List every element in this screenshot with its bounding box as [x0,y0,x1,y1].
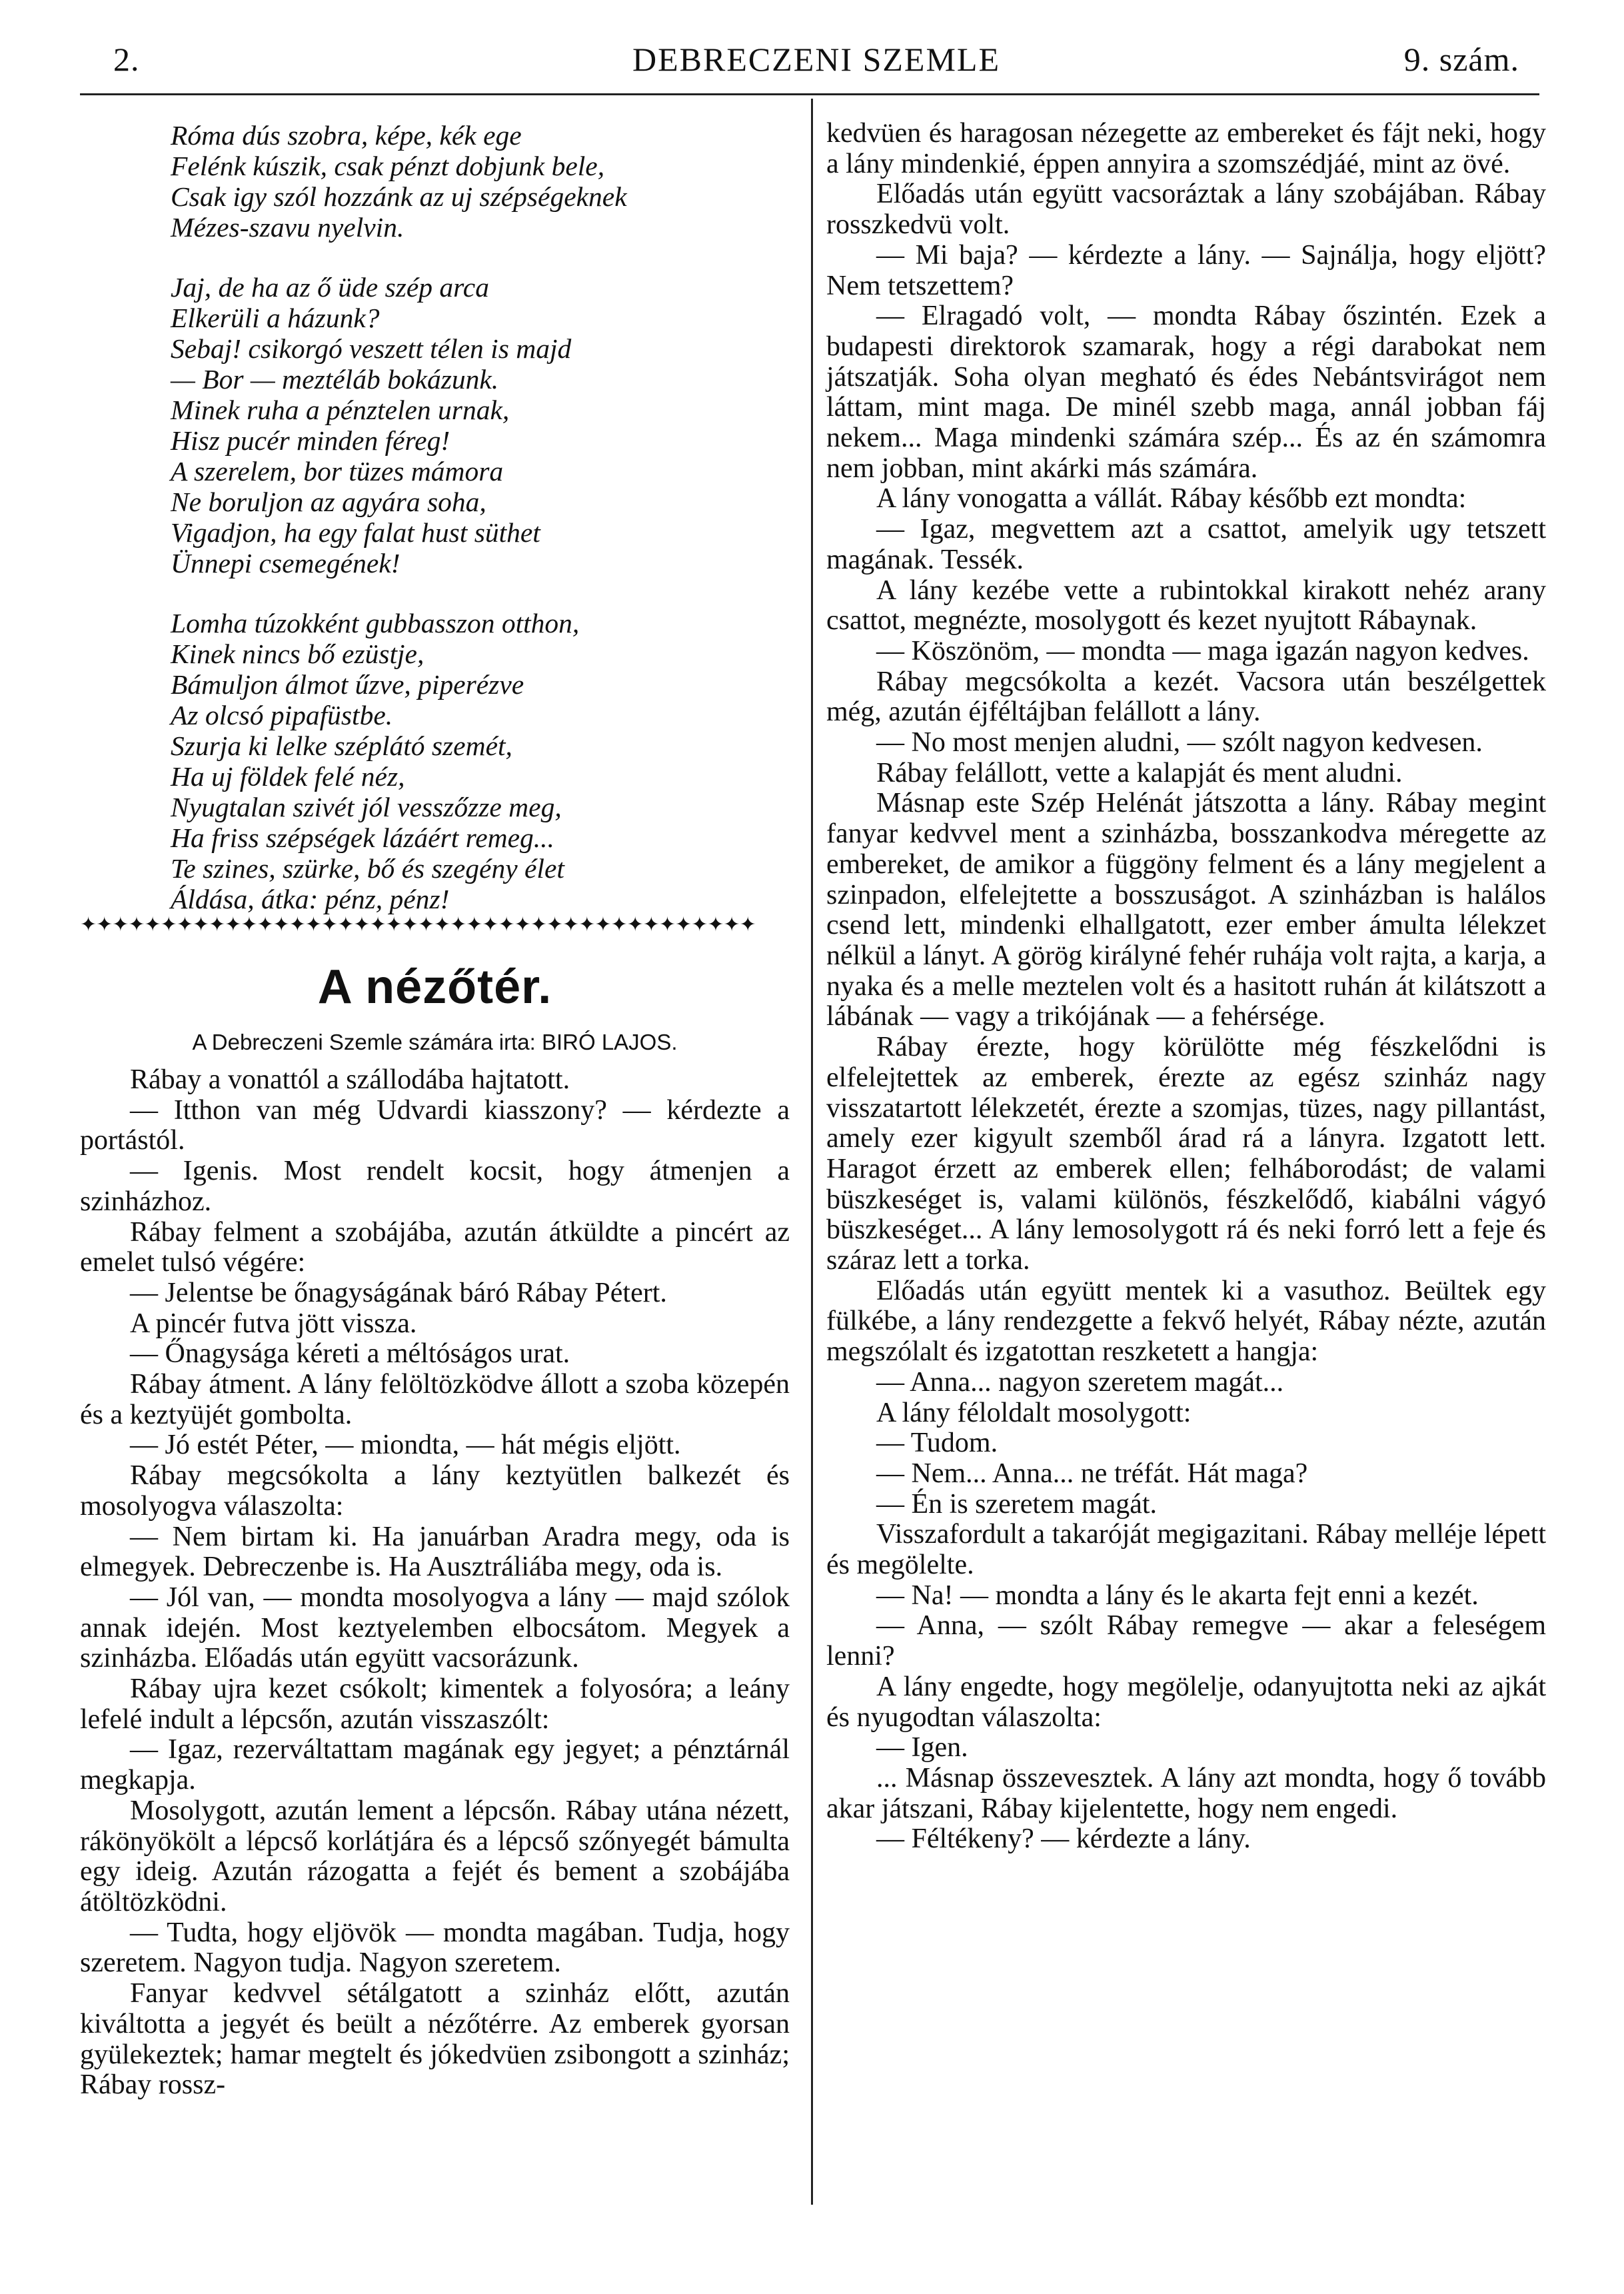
poem-stanza [171,120,790,243]
article-paragraph: — Nem... Anna... ne tréfát. Hát maga? [876,1458,1308,1489]
poem-line: Jaj, de ha az ő üde szép arca [171,272,489,303]
poem-line: Ne boruljon az agyára soha, [171,487,486,517]
article-paragraph: Mosolygott, azután lement a lépcsőn. Rábay utána nézett, rákönyökölt a lépcső korlátjára és a lépcső szőnyegét bámulta egy ideig. Azután rázogatta a fejét és bement a szobájába átöltözködni. [80,1795,790,1917]
article-paragraph: A lány kezébe vette a rubintokkal kirakott nehéz arany csattot, megnézte, mosolygott és kezet nyujtott Rábaynak. [826,574,1546,636]
article-paragraph: Rábay a vonattól a szállodába hajtatott. [130,1064,570,1095]
column-divider [811,99,813,2205]
article-paragraph: — Jó estét Péter, — miondta, — hát mégis eljött. [130,1430,681,1461]
poem-line: Szurja ki lelke széplátó szemét, [171,730,512,761]
issue-number: 9. szám. [1403,41,1519,78]
poem-line: Ha friss szépségek lázáért remeg... [171,822,554,853]
poem-line: A szerelem, bor tüzes mámora [171,456,504,487]
article-body-left-column [80,1065,790,2101]
page-header [113,40,1519,87]
article-paragraph: Rábay ujra kezet csókolt; kimentek a folyosóra; a leány lefelé indult a lépcsőn, azután visszaszólt: [80,1674,790,1735]
poem-line: Te szines, szürke, bő és szegény élet [171,853,564,884]
article-paragraph: — Igaz, megvettem azt a csattot, amelyik ugy tetszett magának. Tessék. [826,514,1546,575]
poem [171,120,790,944]
article-paragraph: Rábay átment. A lány felöltözködve állott a szoba közepén és a keztyüjét gombolta. [80,1369,790,1430]
article-paragraph: — Igaz, rezerváltattam magának egy jegyet; a pénztárnál megkapja. [80,1734,790,1796]
article-paragraph: ... Másnap összevesztek. A lány azt mondta, hogy ő tovább akar játszani, Rábay kijelentette, hogy nem engedi. [826,1762,1546,1824]
article-paragraph: — Jelentse be őnagyságának báró Rábay Pétert. [130,1277,667,1308]
header-rule [80,93,1539,95]
article-paragraph: Másnap este Szép Helénát játszotta a lány. Rábay megint fanyar kedvvel ment a szinházba, bosszankodva méregette az embereket, de amikor a függöny felment és a lány megjelent a szinpadon, elfelejtette a bosszuságot. A szinházban is halálos csend lett, mindenki elhallgatott, ezer ember ámulta lélekzet nélkül a lányt. A görög királyné fehér ruhája volt rajta, a karja, a nyaka és a melle meztelen volt és a hasitott ruhán át kilátszott a lábának — vagy a trikójának — a fehérsége. [826,788,1546,1032]
article-paragraph: — Köszönöm, — mondta — maga igazán nagyon kedves. [876,635,1529,666]
page-number: 2. [113,41,140,78]
poem-line: Áldása, átka: pénz, pénz! [171,884,450,914]
article-paragraph: Rábay felment a szobájába, azután átküldte a pincért az emelet tulsó végére: [80,1216,790,1278]
poem-line: Mézes-szavu nyelvin. [171,212,405,243]
article-paragraph: Előadás után együtt mentek ki a vasuthoz. Beültek egy fülkébe, a lány rendezgette a fekvő helyét, Rábay nézte, azután megszólalt és izgatottan reszketett a hangja: [826,1275,1546,1368]
poem-line: Ünnepi csemegének! [171,548,401,578]
article-paragraph: Előadás után együtt vacsoráztak a lány szobájában. Rábay rosszkedvü volt. [826,179,1546,241]
article-paragraph: — Igenis. Most rendelt kocsit, hogy átmenjen a szinházhoz. [80,1156,790,1217]
article-paragraph: — Igen. [876,1732,968,1763]
article-paragraph: A pincér futva jött vissza. [130,1308,417,1339]
poem-line: Vigadjon, ha egy falat hust süthet [171,517,540,548]
poem-stanza [171,272,790,578]
article-paragraph: — No most menjen aludni, — szólt nagyon kedvesen. [876,727,1483,758]
article-paragraph: — Őnagysága kéreti a méltóságos urat. [130,1338,570,1370]
poem-line: Minek ruha a pénztelen urnak, [171,395,510,425]
article-paragraph: A lány féloldalt mosolygott: [876,1397,1192,1428]
article-paragraph: Visszafordult a takaróját megigazitani. Rábay melléje lépett és megölelte. [826,1519,1546,1581]
poem-line: — Bor — meztéláb bokázunk. [171,364,499,395]
article-paragraph: Rábay felállott, vette a kalapját és ment aludni. [876,757,1403,788]
poem-line: Ha uj földek felé néz, [171,761,405,792]
article-paragraph: — Tudom. [876,1428,998,1459]
section-divider: ✦✦✦✦✦✦✦✦✦✦✦✦✦✦✦✦✦✦✦✦✦✦✦✦✦✦✦✦✦✦✦✦✦✦✦✦✦✦✦✦✦✦ [80,913,756,936]
poem-line: Róma dús szobra, képe, kék ege [171,120,522,151]
article-paragraph: — Mi baja? — kérdezte a lány. — Sajnálja, hogy eljött? Nem tetszettem? [826,239,1546,301]
article-paragraph: Fanyar kedvvel sétálgatott a szinház előtt, azután kiváltotta a jegyét és beült a nézőtérre. Az emberek gyorsan gyülekeztek; hamar megtelt és jókedvüen zsibongott a szinház; Rábay rossz- [80,1978,790,2101]
poem-line: Sebaj! csikorgó veszett télen is majd [171,333,572,364]
poem-line: Elkerüli a házunk? [171,303,380,333]
poem-line: Hisz pucér minden féreg! [171,425,450,456]
article-paragraph: — Nem birtam ki. Ha januárban Aradra megy, oda is elmegyek. Debreczenbe is. Ha Ausztráliába megy, oda is. [80,1521,790,1583]
poem-stanza [171,608,790,914]
article-paragraph: A lány engedte, hogy megölelje, odanyujtotta neki az ajkát és nyugodtan válaszolta: [826,1671,1546,1733]
masthead-title: DEBRECZENI SZEMLE [632,41,1001,78]
article-byline: A Debreczeni Szemle számára irta: BIRÓ LAJOS. [192,1030,678,1054]
article-title: A nézőtér. [317,960,552,1014]
article-paragraph: Rábay érezte, hogy körülötte még fészkelődni is elfelejtettek az emberek, érezte az egész szinház nagy visszatartott lélekzetét, érezte a szomjas, tüzes, nagy pillantást, amely ezer kigyult szemből árad rá a lányra. Izgatott lett. Haragot érzett az emberek ellen; felháborodást; de valami büszkeséget is, valami különös, fészkelődő, kiabálni vágyó büszkeséget... A lány lemosolygott rá és neki forró lett a feje és száraz lett a torka. [826,1032,1546,1276]
article-paragraph: — Elragadó volt, — mondta Rábay őszintén. Ezek a budapesti direktorok szamarak, hogy a régi darabokat nem játszatják. Soha olyan megható és édes Nebántsvirágot nem láttam, mint maga. De minél szebb maga, annál jobban fáj nekem... Maga mindenki számára szép... És az én számomra nem jobban, mint akárki más számára. [826,301,1546,484]
article-paragraph: Rábay megcsókolta a kezét. Vacsora után beszélgettek még, azután éjféltájban felállott a lány. [826,666,1546,728]
poem-line: Felénk kúszik, csak pénzt dobjunk bele, [171,151,605,181]
article-paragraph: — Féltékeny? — kérdezte a lány. [876,1823,1251,1855]
article-paragraph: — Anna, — szólt Rábay remegve — akar a feleségem lenni? [826,1610,1546,1672]
article-body-right-column [826,119,1546,1855]
poem-line: Lomha túzokként gubbasszon otthon, [171,608,580,638]
article-paragraph: — Na! — mondta a lány és le akarta fejt enni a kezét. [876,1580,1479,1611]
poem-line: Nyugtalan szivét jól vesszőzze meg, [171,792,562,822]
article-paragraph: kedvüen és haragosan nézegette az embereket és fájt neki, hogy a lány mindenkié, éppen annyira a szomszédjáé, mint az övé. [826,118,1546,179]
article-paragraph: — Jól van, — mondta mosolyogva a lány — majd szólok annak idején. Most keztyelemben elbocsátom. Megyek a szinházba. Előadás után együtt vacsorázunk. [80,1582,790,1674]
poem-line: Csak igy szól hozzánk az uj szépségeknek [171,181,627,212]
article-paragraph: — Én is szeretem magát. [876,1488,1158,1520]
poem-line: Az olcsó pipafüstbe. [171,700,393,730]
article-paragraph: — Itthon van még Udvardi kiasszony? — kérdezte a portástól. [80,1094,790,1156]
poem-line: Kinek nincs bő ezüstje, [171,638,424,669]
poem-line: Bámuljon álmot űzve, piperézve [171,669,524,700]
article-paragraph: — Anna... nagyon szeretem magát... [876,1366,1284,1398]
article-paragraph: — Tudta, hogy eljövök — mondta magában. Tudja, hogy szeretem. Nagyon tudja. Nagyon szeretem. [80,1917,790,1979]
article-paragraph: A lány vonogatta a vállát. Rábay később ezt mondta: [876,483,1467,515]
article-paragraph: Rábay megcsókolta a lány keztyütlen balkezét és mosolyogva válaszolta: [80,1460,790,1522]
